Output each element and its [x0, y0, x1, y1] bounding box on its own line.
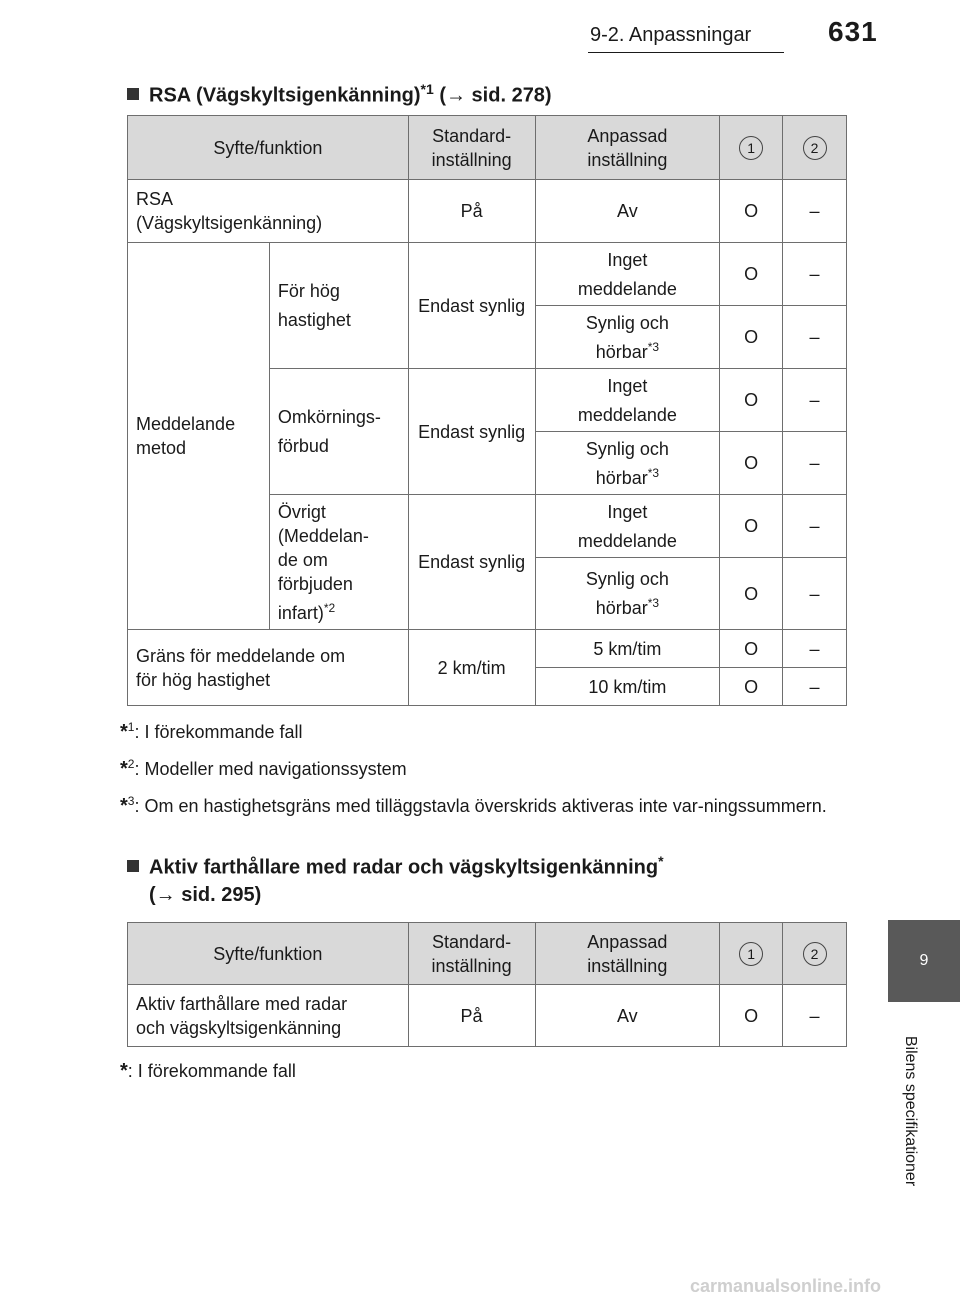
cell-option: Inget meddelande	[535, 495, 720, 558]
page-reference: (→ sid. 278)	[433, 84, 552, 107]
cell-group-name: Övrigt (Meddelan- de om förbjuden infart)$^{*2}$	[269, 495, 408, 630]
table-header-row	[128, 923, 847, 985]
cell-message-method: Meddelande metod	[128, 243, 270, 630]
header-rule	[588, 52, 784, 53]
cell-col-2: –	[783, 985, 847, 1047]
footnote-1: *$^1$: I förekommande fall	[120, 720, 303, 743]
cell-default: Endast synlig	[408, 495, 535, 630]
table-header-row	[128, 116, 847, 180]
cell-function: Gräns för meddelande om för hög hastighet	[128, 630, 409, 706]
cell-col-1: O	[720, 306, 783, 369]
cell-col-1: O	[720, 369, 783, 432]
cell-option: Synlig och hörbar$^{*3}$	[535, 306, 720, 369]
cell-col-2: –	[783, 668, 847, 706]
cell-group-name: För hög hastighet	[269, 243, 408, 369]
header-custom: Anpassad inställning	[535, 116, 720, 180]
chapter-label	[880, 1016, 940, 1206]
cell-col-1: O	[720, 668, 783, 706]
cell-col-2: –	[783, 180, 847, 243]
cell-option: Inget meddelande	[535, 369, 720, 432]
cell-col-1: O	[720, 495, 783, 558]
cell-col-1: O	[720, 432, 783, 495]
cell-default: Endast synlig	[408, 369, 535, 495]
cell-col-1: O	[720, 243, 783, 306]
cell-col-2: –	[783, 243, 847, 306]
cell-option: Inget meddelande	[535, 243, 720, 306]
header-function: Syfte/funktion	[128, 923, 409, 985]
header-function: Syfte/funktion	[128, 116, 409, 180]
footnote-2: *$^2$: Modeller med navigationssystem	[120, 757, 407, 780]
chapter-label-text: Bilens specifikationer	[902, 1035, 920, 1187]
footnote-3: *$^3$: Om en hastighetsgräns med tilläggstavla överskrids aktiveras inte var-ningssummern.	[120, 794, 827, 817]
rsa-settings-table	[127, 115, 847, 706]
watermark: carmanualsonline.info	[690, 1276, 882, 1296]
cell-group-name: Omkörnings- förbud	[269, 369, 408, 495]
square-bullet-icon	[127, 88, 139, 100]
cell-option: Synlig och hörbar$^{*3}$	[535, 558, 720, 630]
cell-col-2: –	[783, 369, 847, 432]
header-default: Standard- inställning	[408, 923, 535, 985]
cell-function: Aktiv farthållare med radar och vägskyltsigenkänning	[128, 985, 409, 1047]
circled-1-icon: 1	[739, 942, 763, 966]
header-default: Standard- inställning	[408, 116, 535, 180]
cell-col-1: O	[720, 180, 783, 243]
header-col-1	[720, 116, 783, 180]
cell-custom: Av	[535, 180, 720, 243]
table-row	[128, 985, 847, 1047]
header-col-1	[720, 923, 783, 985]
cell-col-2: –	[783, 306, 847, 369]
header-col-2	[783, 116, 847, 180]
cell-col-1: O	[720, 985, 783, 1047]
circled-2-icon: 2	[803, 942, 827, 966]
cell-col-2: –	[783, 495, 847, 558]
cell-option: Synlig och hörbar$^{*3}$	[535, 432, 720, 495]
title-footnote-mark: *	[658, 853, 664, 869]
page-reference: (→ sid. 295)	[149, 884, 262, 906]
circled-1-icon: 1	[739, 136, 763, 160]
chapter-number: 9	[919, 952, 929, 969]
cell-default: 2 km/tim	[408, 630, 535, 706]
cell-default: På	[408, 985, 535, 1047]
section-title-rsa	[127, 74, 552, 111]
cell-col-1: O	[720, 630, 783, 668]
cell-option: 5 km/tim	[535, 630, 720, 668]
cell-custom: Av	[535, 985, 720, 1047]
cell-default: På	[408, 180, 535, 243]
cell-col-1: O	[720, 558, 783, 630]
section-title-text: RSA (Vägskyltsigenkänning)	[149, 84, 421, 107]
cell-function: RSA (Vägskyltsigenkänning)	[128, 180, 409, 243]
chapter-tab	[888, 920, 960, 1002]
table-row	[128, 180, 847, 243]
circled-2-icon: 2	[803, 136, 827, 160]
table-row	[128, 243, 847, 306]
header-custom: Anpassad inställning	[535, 923, 720, 985]
page-number: 631	[828, 16, 878, 47]
cell-col-2: –	[783, 432, 847, 495]
footnote-acc: *: I förekommande fall	[120, 1060, 296, 1082]
title-footnote-mark: *1	[420, 81, 434, 97]
cell-option: 10 km/tim	[535, 668, 720, 706]
cell-col-2: –	[783, 630, 847, 668]
table-row	[128, 630, 847, 668]
square-bullet-icon	[127, 860, 139, 872]
section-title-text: Aktiv farthållare med radar och vägskyltsigenkänning	[149, 856, 659, 879]
acc-settings-table	[127, 922, 847, 1047]
cell-default: Endast synlig	[408, 243, 535, 369]
section-title-acc	[127, 846, 664, 883]
header-col-2	[783, 923, 847, 985]
cell-col-2: –	[783, 558, 847, 630]
section-header: 9-2. Anpassningar	[590, 24, 752, 46]
